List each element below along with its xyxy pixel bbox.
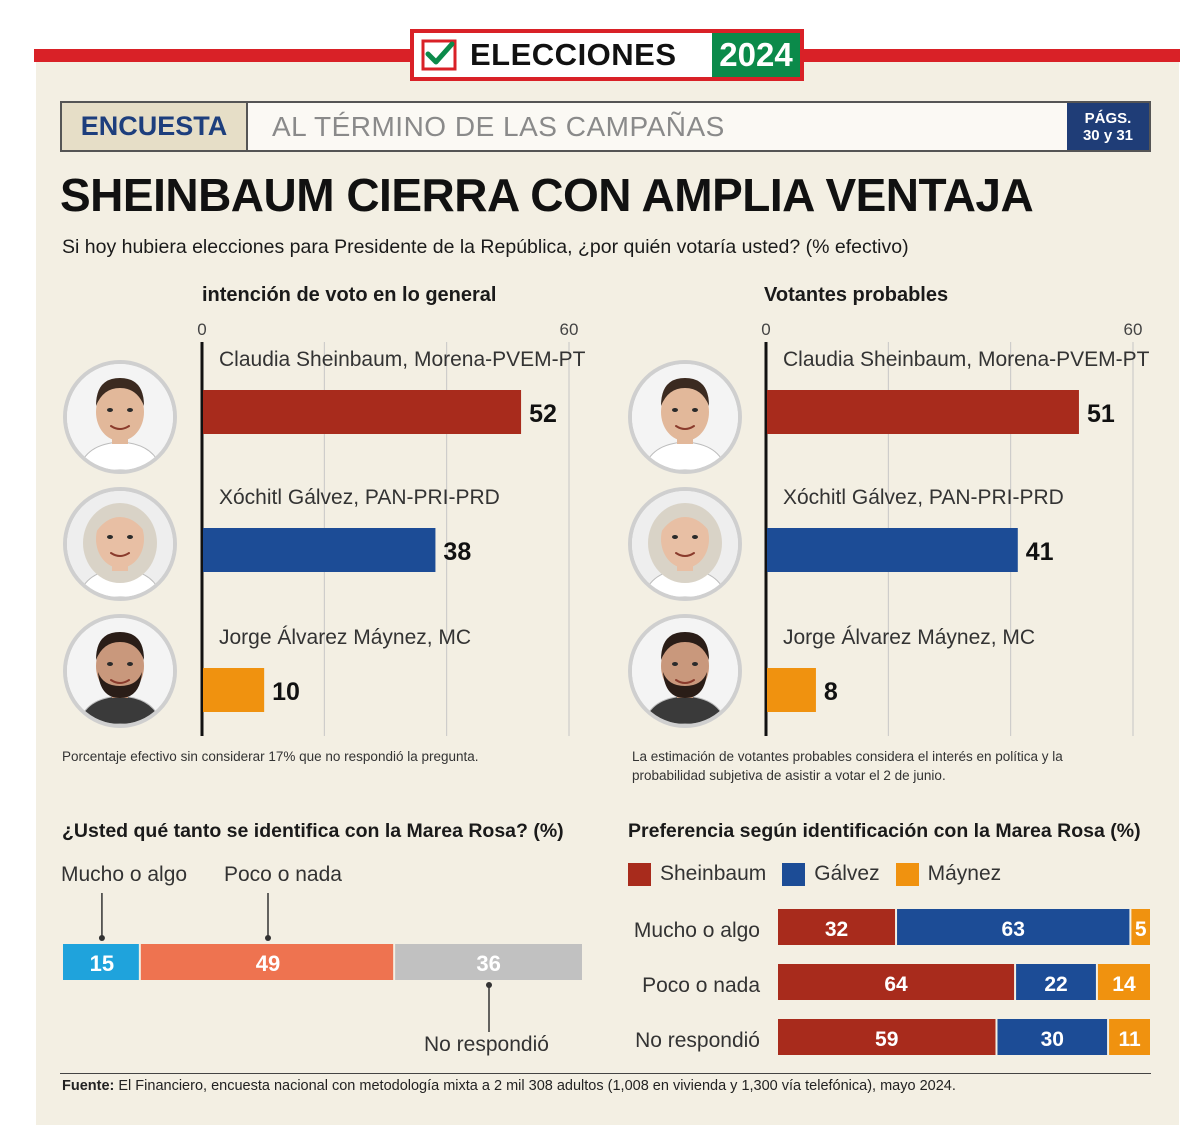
tick-label: 0 bbox=[197, 320, 207, 339]
data-label: 5 bbox=[1134, 918, 1147, 941]
data-label: 41 bbox=[1025, 538, 1054, 566]
page-reference-numbers: 30 y 31 bbox=[1082, 126, 1134, 144]
data-label: 30 bbox=[1040, 1028, 1064, 1051]
section-header bbox=[60, 101, 1151, 152]
category-label-xochitl-galvez: Xóchitl Gálvez, PAN-PRI-PRD bbox=[219, 486, 500, 509]
portrait-galvez bbox=[63, 487, 177, 601]
leader-dot bbox=[99, 935, 105, 941]
marea-rosa-question: ¿Usted qué tanto se identifica con la Marea Rosa? (%) bbox=[62, 820, 564, 842]
tick-label: 0 bbox=[761, 320, 771, 339]
logo-text: ELECCIONES bbox=[470, 37, 677, 72]
chart-preference bbox=[610, 900, 1170, 1070]
category-label-xochitl-galvez: Xóchitl Gálvez, PAN-PRI-PRD bbox=[783, 486, 1064, 509]
bar-xochitl-galvez bbox=[203, 528, 435, 572]
elecciones-logo bbox=[410, 29, 804, 81]
row-label-poco-o-nada: Poco o nada bbox=[642, 974, 760, 997]
category-label-claudia-sheinbaum: Claudia Sheinbaum, Morena-PVEM-PT bbox=[219, 348, 586, 371]
category-label-jorge-alvarez-maynez: Jorge Álvarez Máynez, MC bbox=[219, 626, 472, 649]
legend-item-sheinbaum bbox=[628, 862, 766, 886]
section-tag: ENCUESTA bbox=[62, 103, 248, 150]
bar-claudia-sheinbaum bbox=[767, 390, 1079, 434]
legend-label-maynez: Máynez bbox=[927, 862, 1002, 885]
chart-marea-rosa bbox=[40, 855, 600, 1065]
legend-label-galvez: Gálvez bbox=[814, 862, 880, 885]
row-label-no-respondio: No respondió bbox=[635, 1029, 760, 1052]
portrait-maynez bbox=[628, 614, 742, 728]
data-label: 11 bbox=[1118, 1028, 1141, 1051]
category-label-no-respondio: No respondió bbox=[424, 1033, 549, 1056]
portrait-sheinbaum bbox=[628, 360, 742, 474]
data-label: 10 bbox=[272, 678, 300, 706]
category-label-mucho-o-algo: Mucho o algo bbox=[61, 863, 188, 886]
data-label: 14 bbox=[1112, 973, 1136, 996]
check-icon bbox=[414, 33, 464, 77]
logo-year: 2024 bbox=[712, 33, 800, 77]
source-label: Fuente: bbox=[62, 1078, 115, 1094]
preference-title: Preferencia según identificación con la Marea Rosa (%) bbox=[628, 820, 1141, 842]
legend-item-maynez bbox=[896, 862, 1002, 886]
headline: SHEINBAUM CIERRA CON AMPLIA VENTAJA bbox=[60, 169, 1034, 221]
portrait-maynez bbox=[63, 614, 177, 728]
leader-dot bbox=[486, 982, 492, 988]
data-label: 8 bbox=[823, 678, 838, 706]
chart-general bbox=[180, 314, 680, 744]
tick-label: 60 bbox=[559, 320, 579, 339]
chart-general-footnote: Porcentaje efectivo sin considerar 17% que no respondió la pregunta. bbox=[62, 749, 479, 764]
section-title: AL TÉRMINO DE LAS CAMPAÑAS bbox=[272, 110, 725, 142]
page-reference bbox=[1067, 103, 1149, 150]
chart-probables-footnote: La estimación de votantes probables considera el interés en política y la probabilidad subjetiva de asistir a votar el 2 de junio. bbox=[632, 749, 1063, 783]
tick-label: 60 bbox=[1123, 320, 1143, 339]
data-label: 63 bbox=[1001, 918, 1025, 941]
chart-general-title: intención de voto en lo general bbox=[202, 284, 497, 306]
legend-swatch-sheinbaum bbox=[628, 863, 651, 886]
source-text: El Financiero, encuesta nacional con metodología mixta a 2 mil 308 adultos (1,008 en vivienda y 1,300 vía telefónica), mayo 2024. bbox=[114, 1078, 956, 1094]
chart-probables-title: Votantes probables bbox=[764, 284, 949, 306]
data-label: 22 bbox=[1044, 973, 1068, 996]
bar-claudia-sheinbaum bbox=[203, 390, 521, 434]
data-label: 52 bbox=[529, 400, 557, 428]
legend-swatch-maynez bbox=[896, 863, 919, 886]
category-label-poco-o-nada: Poco o nada bbox=[224, 863, 342, 886]
source-rule bbox=[60, 1073, 1151, 1074]
chart-probables bbox=[744, 314, 1200, 744]
data-label: 32 bbox=[824, 918, 849, 941]
legend-item-galvez bbox=[782, 862, 879, 886]
category-label-claudia-sheinbaum: Claudia Sheinbaum, Morena-PVEM-PT bbox=[783, 348, 1150, 371]
survey-question: Si hoy hubiera elecciones para Presidente de la República, ¿por quién votaría usted? (% efectivo) bbox=[62, 236, 909, 258]
row-label-mucho-o-algo: Mucho o algo bbox=[633, 919, 760, 942]
bar-xochitl-galvez bbox=[767, 528, 1018, 572]
category-label-jorge-alvarez-maynez: Jorge Álvarez Máynez, MC bbox=[783, 626, 1036, 649]
preference-legend bbox=[628, 862, 1017, 886]
data-label: 38 bbox=[443, 538, 472, 566]
data-label: 15 bbox=[89, 951, 115, 976]
portrait-sheinbaum bbox=[63, 360, 177, 474]
data-label: 49 bbox=[255, 951, 281, 976]
portrait-galvez bbox=[628, 487, 742, 601]
leader-dot bbox=[265, 935, 271, 941]
bar-jorge-alvarez-maynez bbox=[203, 668, 264, 712]
legend-swatch-galvez bbox=[782, 863, 805, 886]
source-note bbox=[62, 1078, 956, 1094]
data-label: 36 bbox=[476, 951, 501, 976]
bar-jorge-alvarez-maynez bbox=[767, 668, 816, 712]
legend-label-sheinbaum: Sheinbaum bbox=[660, 862, 767, 885]
page-reference-label: PÁGS. bbox=[1084, 109, 1132, 127]
data-label: 64 bbox=[884, 973, 908, 996]
data-label: 51 bbox=[1086, 400, 1115, 428]
data-label: 59 bbox=[875, 1028, 899, 1051]
